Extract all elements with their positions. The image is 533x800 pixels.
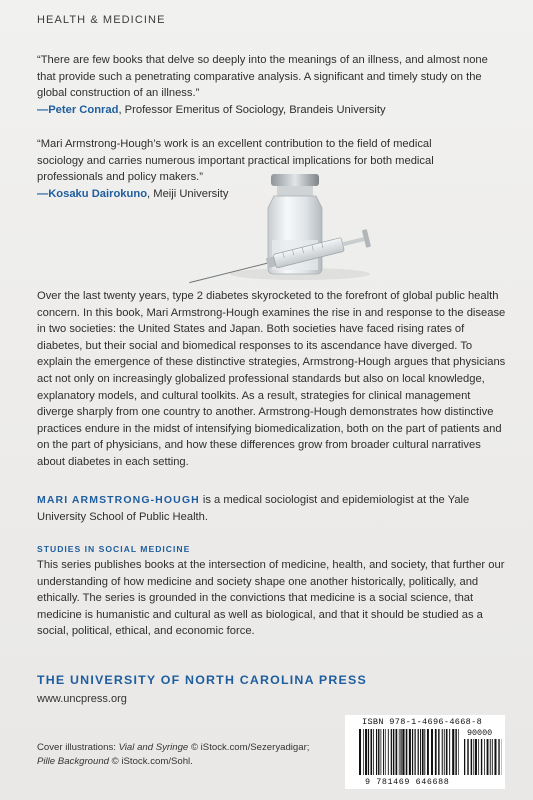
endorser-name: Kosaku Dairokuno — [48, 187, 148, 200]
author-bio — [37, 492, 497, 525]
endorser-name: Peter Conrad — [48, 103, 119, 116]
price-addon-number: 90000 — [467, 728, 493, 738]
credit-source-1: © iStock.com/Sezeryadigar; — [188, 742, 310, 753]
author-bio-text: is a medical sociologist and epidemiologist at the Yale University School of Public Health. — [37, 494, 470, 523]
category-label: HEALTH & MEDICINE — [37, 14, 166, 26]
credit-title-2: Pille Background — [37, 756, 109, 768]
endorser-dash: — — [37, 187, 49, 200]
vial-and-syringe-illustration — [180, 160, 380, 290]
isbn-barcode — [345, 715, 505, 789]
quote-text: “There are few books that delve so deeply into the meanings of an illness, and almost none that provide such a penetrating comparative analysis. A significant and timely study on the global construction of an illness.” — [37, 54, 488, 100]
endorsement-quote-1 — [37, 52, 497, 118]
isbn-number: ISBN 978-1-4696-4668-8 — [362, 717, 483, 727]
endorser-dash: — — [37, 103, 49, 116]
credits-prefix: Cover illustrations: — [37, 742, 119, 753]
endorser-affiliation: , Meiji University — [147, 187, 229, 200]
addon-barcode-bars — [464, 739, 502, 775]
publisher-name: THE UNIVERSITY OF NORTH CAROLINA PRESS — [37, 673, 367, 687]
credit-title-1: Vial and Syringe — [118, 742, 189, 753]
quote-attribution — [37, 102, 497, 119]
cover-credits — [37, 741, 327, 770]
endorser-affiliation: , Professor Emeritus of Sociology, Brandeis University — [118, 103, 386, 116]
author-name: MARI ARMSTRONG-HOUGH — [37, 494, 200, 506]
credit-source-2: © iStock.com/Sohl. — [109, 756, 193, 768]
series-heading: STUDIES IN SOCIAL MEDICINE — [37, 544, 191, 554]
book-description: Over the last twenty years, type 2 diabetes skyrocketed to the forefront of global public health concern. In this book, Mari Armstrong-Hough examines the rise in and response to the disease in two societies: the United States and Japan. Both societies have faced rising rates of diabetes, but their social and biomedical responses to its ascendance have diverged. To explain the emergence of these distinctive strategies, Armstrong-Hough argues that physicians act not only on increasingly globalized professional standards but also on local knowledge, explanatory models, and cultural toolkits. As a result, strategies for clinical management diverge sharply from one country to another. Armstrong-Hough demonstrates how distinctive practices endure in the midst of intensifying biomedicalization, both on the part of patients and on the part of physicians, and how these differences grow from broader cultural narratives about diabetes in each setting. — [37, 290, 506, 468]
ean-barcode-bars — [359, 729, 459, 775]
publisher-website: www.uncpress.org — [37, 693, 127, 705]
ean-digits: 9 781469 646688 — [365, 777, 450, 787]
quote-text: “Mari Armstrong-Hough’s work is an excellent contribution to the field of medical sociology and carries numerous important practical implications for both medical professionals and policy makers.” — [37, 138, 434, 184]
series-description: This series publishes books at the intersection of medicine, health, and society, that further our understanding of how medicine and society shape one another historically, politically, and ethically. The series is grounded in the convictions that medicine is a social science, that medicine is humanistic and cultural as well as biological, and that it should be studied as a social, political, ethical, and economic force. — [37, 559, 505, 638]
